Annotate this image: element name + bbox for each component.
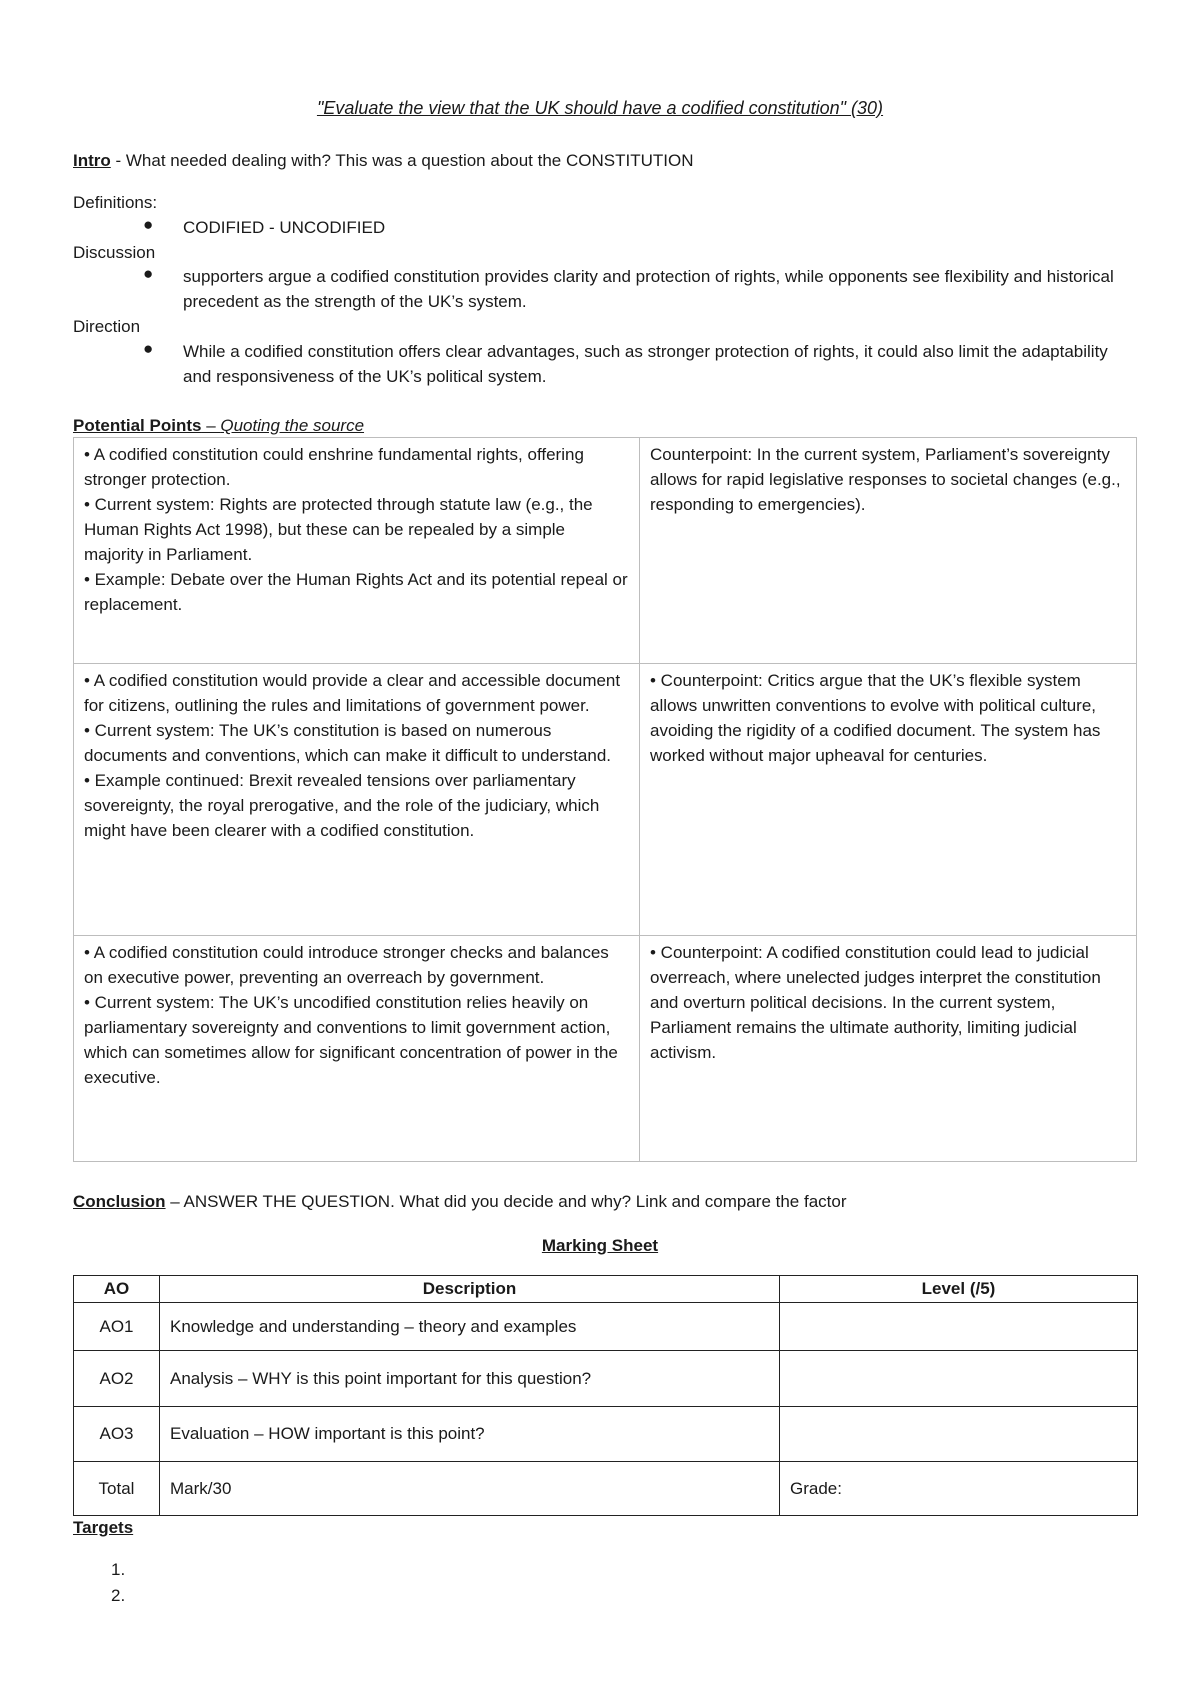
description-cell: Evaluation – HOW important is this point? [160, 1407, 780, 1462]
point-line: • Example: Debate over the Human Rights Act and its potential repeal or replacement. [84, 570, 628, 614]
counterpoint-cell [640, 936, 1137, 1162]
column-header: Level (/5) [780, 1276, 1138, 1303]
point-line: • A codified constitution could enshrine fundamental rights, offering stronger protection. [84, 445, 584, 489]
page-title: "Evaluate the view that the UK should have a codified constitution" (30) [316, 98, 884, 118]
bullet-dot: ● [143, 339, 154, 358]
potential-points-subtitle: Quoting the source [220, 416, 365, 435]
table-header-row [74, 1276, 1138, 1303]
point-cell [74, 936, 640, 1162]
definitions-bullet: CODIFIED - UNCODIFIED [183, 218, 386, 237]
table-row [74, 664, 1137, 936]
counterpoint-cell [640, 438, 1137, 664]
table-row [74, 1462, 1138, 1516]
point-line: • Current system: The UK’s uncodified constitution relies heavily on parliamentary sovereignty and conventions to limit government action, which can sometimes allow for significant concentration of power in the executive. [84, 993, 618, 1087]
column-header: Description [160, 1276, 780, 1303]
potential-points-heading [73, 413, 364, 438]
table-row [74, 1303, 1138, 1351]
potential-points-separator: – [201, 416, 221, 435]
definitions-label: Definitions: [73, 193, 158, 212]
level-cell[interactable] [780, 1351, 1138, 1407]
conclusion-text: – ANSWER THE QUESTION. What did you decide and why? Link and compare the factor [165, 1192, 847, 1211]
table-row [74, 1351, 1138, 1407]
bullet-dot: ● [143, 215, 154, 234]
total-cell: Total [74, 1462, 160, 1516]
intro-label: Intro [73, 151, 111, 170]
potential-points-label: Potential Points [73, 416, 202, 435]
counterpoint-line: • Counterpoint: Critics argue that the UK’s flexible system allows unwritten conventions to evolve with political culture, avoiding the rigidity of a codified document. The system has worked without major upheaval for centuries. [650, 671, 1101, 765]
counterpoint-cell [640, 664, 1137, 936]
point-line: • A codified constitution could introduce stronger checks and balances on executive power, preventing an overreach by government. [84, 943, 609, 987]
point-cell [74, 438, 640, 664]
table-row [74, 936, 1137, 1162]
grade-cell[interactable]: Grade: [780, 1462, 1138, 1516]
conclusion-line [73, 1189, 847, 1214]
ao-cell: AO2 [74, 1351, 160, 1407]
marking-sheet-title: Marking Sheet [541, 1236, 659, 1255]
level-cell[interactable] [780, 1407, 1138, 1462]
ao-cell: AO3 [74, 1407, 160, 1462]
description-cell: Analysis – WHY is this point important for this question? [160, 1351, 780, 1407]
column-header: AO [74, 1276, 160, 1303]
direction-label: Direction [73, 317, 141, 336]
table-row [74, 1407, 1138, 1462]
potential-points-table [73, 437, 1137, 1162]
marking-sheet-table [73, 1275, 1138, 1516]
mark-cell[interactable]: Mark/30 [160, 1462, 780, 1516]
bullet-dot: ● [143, 264, 154, 283]
level-cell[interactable] [780, 1303, 1138, 1351]
targets-label: Targets [73, 1518, 134, 1537]
point-line: • Example continued: Brexit revealed tensions over parliamentary sovereignty, the royal prerogative, and the role of the judiciary, which might have been clearer with a codified constitution. [84, 771, 600, 840]
direction-bullet: While a codified constitution offers clear advantages, such as stronger protection of rights, it could also limit the adaptability and responsiveness of the UK’s political system. [183, 342, 1108, 386]
ao-cell: AO1 [74, 1303, 160, 1351]
counterpoint-line: Counterpoint: In the current system, Parliament’s sovereignty allows for rapid legislative responses to societal changes (e.g., responding to emergencies). [650, 445, 1121, 514]
discussion-label: Discussion [73, 243, 156, 262]
table-row [74, 438, 1137, 664]
intro-text: - What needed dealing with? This was a question about the CONSTITUTION [110, 151, 694, 170]
point-line: • Current system: The UK’s constitution is based on numerous documents and conventions, which can make it difficult to understand. [84, 721, 611, 765]
target-item: 2. [111, 1586, 126, 1605]
point-line: • A codified constitution would provide a clear and accessible document for citizens, outlining the rules and limitations of government power. [84, 671, 621, 715]
counterpoint-line: • Counterpoint: A codified constitution could lead to judicial overreach, where unelected judges interpret the constitution and overturn political decisions. In the current system, Parliament remains the ultimate authority, limiting judicial activism. [650, 943, 1101, 1062]
discussion-bullet: supporters argue a codified constitution provides clarity and protection of rights, while opponents see flexibility and historical precedent as the strength of the UK’s system. [183, 267, 1114, 311]
point-cell [74, 664, 640, 936]
point-line: • Current system: Rights are protected through statute law (e.g., the Human Rights Act 1998), but these can be repealed by a simple majority in Parliament. [84, 495, 593, 564]
conclusion-label: Conclusion [73, 1192, 166, 1211]
intro-line [73, 148, 693, 173]
target-item: 1. [111, 1560, 126, 1579]
description-cell: Knowledge and understanding – theory and examples [160, 1303, 780, 1351]
